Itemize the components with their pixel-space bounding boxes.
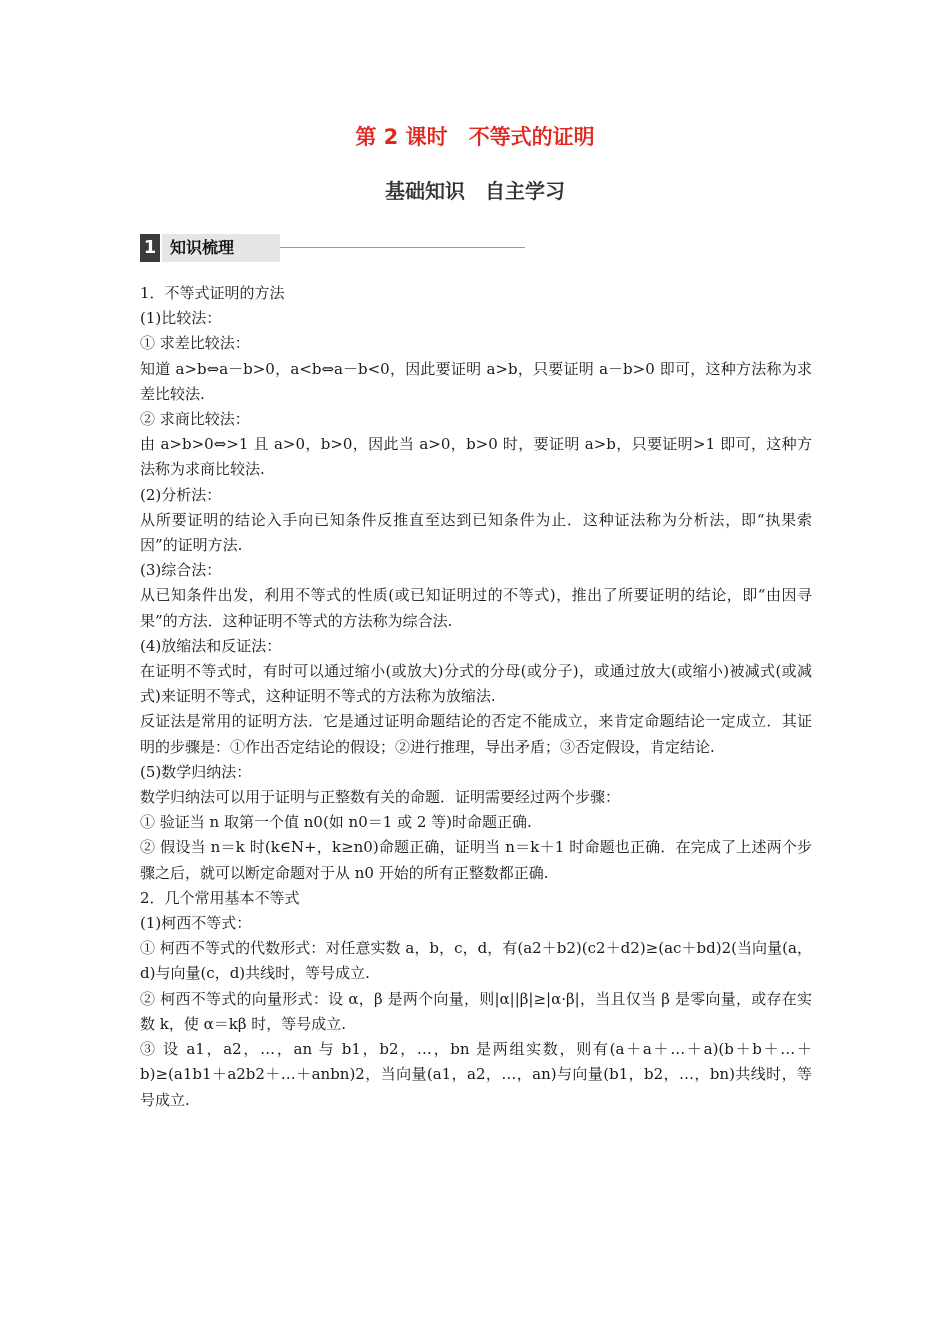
text-line: 1．不等式证明的方法 [140,284,285,302]
text-line: 2．几个常用基本不等式 [140,888,300,907]
text-line: 在证明不等式时，有时可以通过缩小(或放大)分式的分母(或分子)，或通过放大(或缩小)被减式(或减式)来证明不等式，这种证明不等式的方法称为放缩法. [140,662,812,706]
section-label: 知识梳理 [162,234,280,262]
content-body [140,281,812,1113]
text-line: 知道 a>b⇔a－b>0，a<b⇔a－b<0，因此要证明 a>b，只要证明 a－b>0 即可，这种方法称为求差比较法. [140,359,812,403]
text-line: ② 假设当 n＝k 时(k∈N+，k≥n0)命题正确，证明当 n＝k＋1 时命题也正确．在完成了上述两个步骤之后，就可以断定命题对于从 n0 开始的所有正整数都正确. [140,838,812,882]
text-line: 反证法是常用的证明方法．它是通过证明命题结论的否定不能成立，来肯定命题结论一定成立．其证明的步骤是：①作出否定结论的假设；②进行推理，导出矛盾；③否定假设，肯定结论. [140,712,812,756]
section-number: 1 [140,234,160,262]
text-line: ① 柯西不等式的代数形式：对任意实数 a，b，c，d，有(a2＋b2)(c2＋d2)≥(ac＋bd)2(当向量(a，d)与向量(c，d)共线时，等号成立. [140,939,812,983]
text-line: ② 柯西不等式的向量形式：设 α，β 是两个向量，则|α||β|≥|α·β|，当且仅当 β 是零向量，或存在实数 k，使 α＝kβ 时，等号成立. [140,989,812,1033]
text-line: 从已知条件出发，利用不等式的性质(或已知证明过的不等式)，推出了所要证明的结论，即“由因寻果”的方法．这种证明不等式的方法称为综合法. [140,586,812,630]
text-line: ② 求商比较法： [140,410,250,429]
text-line: 从所要证明的结论入手向已知条件反推直至达到已知条件为止．这种证法称为分析法，即“执果索因”的证明方法. [140,510,812,555]
page-subtitle: 基础知识 自主学习 [385,179,565,203]
text-line: (3)综合法： [140,561,222,580]
text-line: (1)柯西不等式： [140,914,252,933]
text-line: 数学归纳法可以用于证明与正整数有关的命题．证明需要经过两个步骤： [140,788,621,807]
page-title: 第 2 课时 不等式的证明 [355,125,595,149]
section-rule [280,247,525,248]
text-line: (4)放缩法和反证法： [140,636,282,655]
text-line: 由 a>b>0⇔>1 且 a>0，b>0，因此当 a>0，b>0 时，要证明 a>b，只要证明>1 即可，这种方法称为求商比较法. [140,435,812,479]
text-line: (5)数学归纳法： [140,762,252,781]
text-line: (2)分析法： [140,485,222,504]
text-line: ③ 设 a1，a2，…，an 与 b1，b2，…，bn 是两组实数，则有(a＋a＋…＋a)(b＋b＋…＋b)≥(a1b1＋a2b2＋…＋anbn)2，当向量(a1，a2，…，an)与向量(b1，b2，…，bn)共线时，等号成立. [140,1040,812,1109]
text-line: ① 验证当 n 取第一个值 n0(如 n0＝1 或 2 等)时命题正确. [140,813,532,832]
section-header [140,234,525,262]
text-line: (1)比较法： [140,309,222,328]
text-line: ① 求差比较法： [140,334,250,353]
